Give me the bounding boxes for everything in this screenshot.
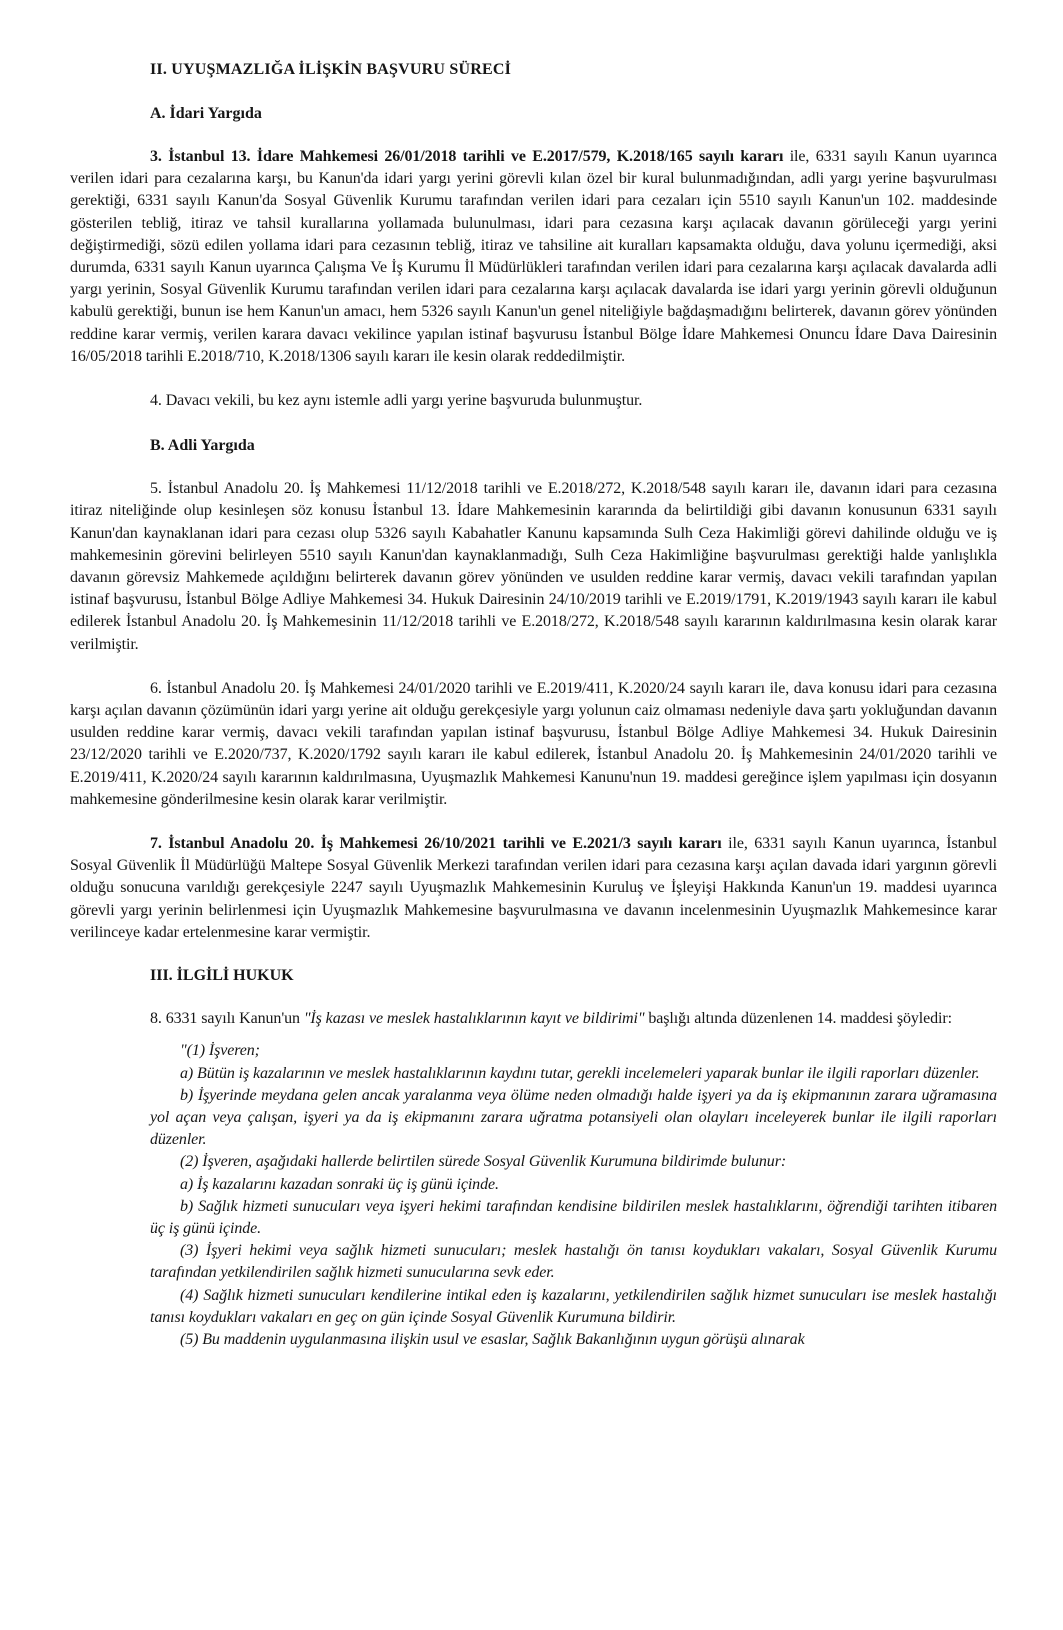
quote-line: "(1) İşveren;	[180, 1042, 260, 1060]
quote-line: (2) İşveren, aşağıdaki hallerde belirtilen sürede Sosyal Güvenlik Kurumuna bildirimde bulunur:	[180, 1153, 787, 1171]
paragraph-4: 4. Davacı vekili, bu kez aynı istemle adli yargı yerine başvuruda bulunmuştur.	[150, 392, 643, 410]
quote-line: (3) İşyeri hekimi veya sağlık hizmeti sunucuları; meslek hastalığı ön tanısı koydukları vakaları, Sosyal Güvenlik Kurumu tarafından yetkilendirilen sağlık hizmeti sunucularına sevk eder.	[150, 1242, 997, 1282]
quote-line: b) İşyerinde meydana gelen ancak yaralanma veya ölüme neden olmadığı halde işyeri ya da iş ekipmanının zarara uğramasına yol açan veya çalışan, işyeri ya da iş ekipmanını zarara uğratma potansiyeli olan olayları inceleyerek bunlar ile ilgili raporları düzenler.	[150, 1086, 997, 1149]
subsection-b-heading: B. Adli Yargıda	[150, 437, 255, 455]
paragraph-6: 6. İstanbul Anadolu 20. İş Mahkemesi 24/01/2020 tarihli ve E.2019/411, K.2020/24 sayılı kararı ile, dava konusu idari para cezasına karşı açılan davanın çözümünün idari yargı yerine ait olduğu gerekçesiyle yargı yolunun caiz olmaması nedeniyle dava şartı yokluğundan davanın usulden reddine karar vermiş, davacı vekili tarafından yapılan istinaf başvurusu, İstanbul Bölge Adliye Mahkemesi 34. Hukuk Dairesinin 23/12/2020 tarihli ve E.2020/737, K.2020/1792 sayılı kararı ile kabul edilerek, İstanbul Anadolu 20. İş Mahkemesinin 24/01/2020 tarihli ve E.2019/411, K.2020/24 sayılı kararının kaldırılmasına, Uyuşmazlık Mahkemesi Kanunu'nun 19. maddesi gereğince işlem yapılması için dosyanın mahkemesine gönderilmesine kesin olarak karar verilmiştir.	[70, 679, 997, 808]
quote-line: (5) Bu maddenin uygulanmasına ilişkin usul ve esaslar, Sağlık Bakanlığının uygun görüşü alınarak	[180, 1330, 805, 1348]
quote-line: a) İş kazalarını kazadan sonraki üç iş günü içinde.	[180, 1175, 499, 1193]
paragraph-3-text: ile, 6331 sayılı Kanun uyarınca verilen idari para cezalarına karşı, bu Kanun'da idari yargı yerini görevli kılan özel bir kural bulunmadığından, adli yargı yerine başvurulması gerektiği, 6331 sayılı Kanun'da Sosyal Güvenlik Kurumu tarafından verilen idari para cezaları için 5510 sayılı Kanun'un 102. maddesinde gösterilen tebliğ, itiraz ve tahsil kurallarına yollamada bulunulması, idari para cezasına karşı açılacak davanın görüleceği yargı yerini değiştirmediği, sözü edilen yollama idari para cezasının tebliğ, itiraz ve tahsiline ait kuralları kapsamakta olduğu, dava yolunu içermediği, aksi durumda, 6331 sayılı Kanun uyarınca Çalışma Ve İş Kurumu İl Müdürlükleri tarafından verilen idari para cezalarına karşı açılacak davalarda adli yargı yerinin, Sosyal Güvenlik Kurumu tarafından verilen idari para cezalarına karşı açılacak davalarda ise idari yargı yerinin görevli olduğunun kabulü gerektiği, bunun ise hem Kanun'un amacı, hem 5326 sayılı Kanun'un genel niteliğiyle bağdaşmadığını belirterek, davanın görev yönünden reddine karar vermiş, verilen karara davacı vekilince yapılan istinaf başvurusu İstanbul Bölge İdare Mahkemesi Onuncu İdare Dava Dairesinin 16/05/2018 tarihli E.2018/710, K.2018/1306 sayılı kararı ile kesin olarak reddedilmiştir.	[70, 148, 997, 365]
paragraph-7-text: ile, 6331 sayılı Kanun uyarınca, İstanbul Sosyal Güvenlik İl Müdürlüğü Maltepe Sosyal Güvenlik Merkezi tarafından verilen idari para cezasına karşı açılan davada idari yargının görevli olduğu sonucuna varıldığı gerekçesiyle 2247 sayılı Uyuşmazlık Mahkemesinin Kuruluş ve İşleyişi Hakkında Kanun'un 19. maddesi uyarınca görevli yargı yerinin belirlenmesi için Uyuşmazlık Mahkemesine başvurulmasına ve davanın incelenmesinin Uyuşmazlık Mahkemesince karar verilinceye kadar ertelenmesine karar vermiştir.	[70, 835, 997, 941]
paragraph-8-end: başlığı altında düzenlenen 14. maddesi şöyledir:	[644, 1010, 952, 1028]
paragraph-8	[70, 1008, 997, 1030]
subsection-a-heading: A. İdari Yargıda	[150, 105, 262, 122]
section-ii-heading: II. UYUŞMAZLIĞA İLİŞKİN BAŞVURU SÜRECİ	[150, 61, 512, 78]
paragraph-3	[70, 146, 997, 368]
paragraph-3-bold: 3. İstanbul 13. İdare Mahkemesi 26/01/2018 tarihli ve E.2017/579, K.2018/165 sayılı kararı	[150, 148, 784, 165]
paragraph-7	[70, 833, 997, 944]
paragraph-5: 5. İstanbul Anadolu 20. İş Mahkemesi 11/12/2018 tarihli ve E.2018/272, K.2018/548 sayılı kararı ile, davanın idari para cezasına itiraz niteliğinde olup kesinleşen söz konusu İstanbul 13. İdare Mahkemesinin kararında da belirtildiği gibi davanın konusunun 6331 sayılı Kanun'dan kaynaklanan idari para cezası olup 5326 sayılı Kabahatler Kanunu kapsamında Sulh Ceza Hakimliği görevi dahilinde olduğu ve iş mahkemesinin görevini belirleyen 5510 sayılı Kanun'dan kaynaklanmadığı, Sulh Ceza Hakimliğine başvurulması gerektiği halde yanlışlıkla davanın görevsiz Mahkemede açıldığını belirterek davanın görev yönünden ve usulden reddine karar vermiş, davacı vekili tarafından yapılan istinaf başvurusu, İstanbul Bölge Adliye Mahkemesi 34. Hukuk Dairesinin 24/10/2019 tarihli ve E.2019/1791, K.2019/1943 sayılı kararı ile kabul edilerek İstanbul Anadolu 20. İş Mahkemesinin 11/12/2018 tarihli ve E.2018/272, K.2018/548 sayılı kararının kaldırılmasına kesin olarak karar verilmiştir.	[70, 480, 997, 653]
paragraph-8-italic: "İş kazası ve meslek hastalıklarının kayıt ve bildirimi"	[303, 1010, 645, 1028]
quote-line: a) Bütün iş kazalarının ve meslek hastalıklarının kaydını tutar, gerekli incelemeleri yaparak bunlar ile ilgili raporları düzenler.	[180, 1064, 980, 1082]
paragraph-8-start: 8. 6331 sayılı Kanun'un	[150, 1010, 304, 1028]
quote-line: (4) Sağlık hizmeti sunucuları kendilerine intikal eden iş kazalarını, yetkilendirilen sağlık hizmet sunucuları ise meslek hastalığı tanısı koydukları vakaları en geç on gün içinde Sosyal Güvenlik Kurumuna bildirir.	[150, 1286, 997, 1326]
quote-line: b) Sağlık hizmeti sunucuları veya işyeri hekimi tarafından kendisine bildirilen meslek hastalıklarını, öğrendiği tarihten itibaren üç iş günü içinde.	[150, 1197, 997, 1237]
paragraph-7-bold: 7. İstanbul Anadolu 20. İş Mahkemesi 26/10/2021 tarihli ve E.2021/3 sayılı kararı	[150, 835, 722, 853]
section-iii-heading: III. İLGİLİ HUKUK	[150, 967, 294, 985]
